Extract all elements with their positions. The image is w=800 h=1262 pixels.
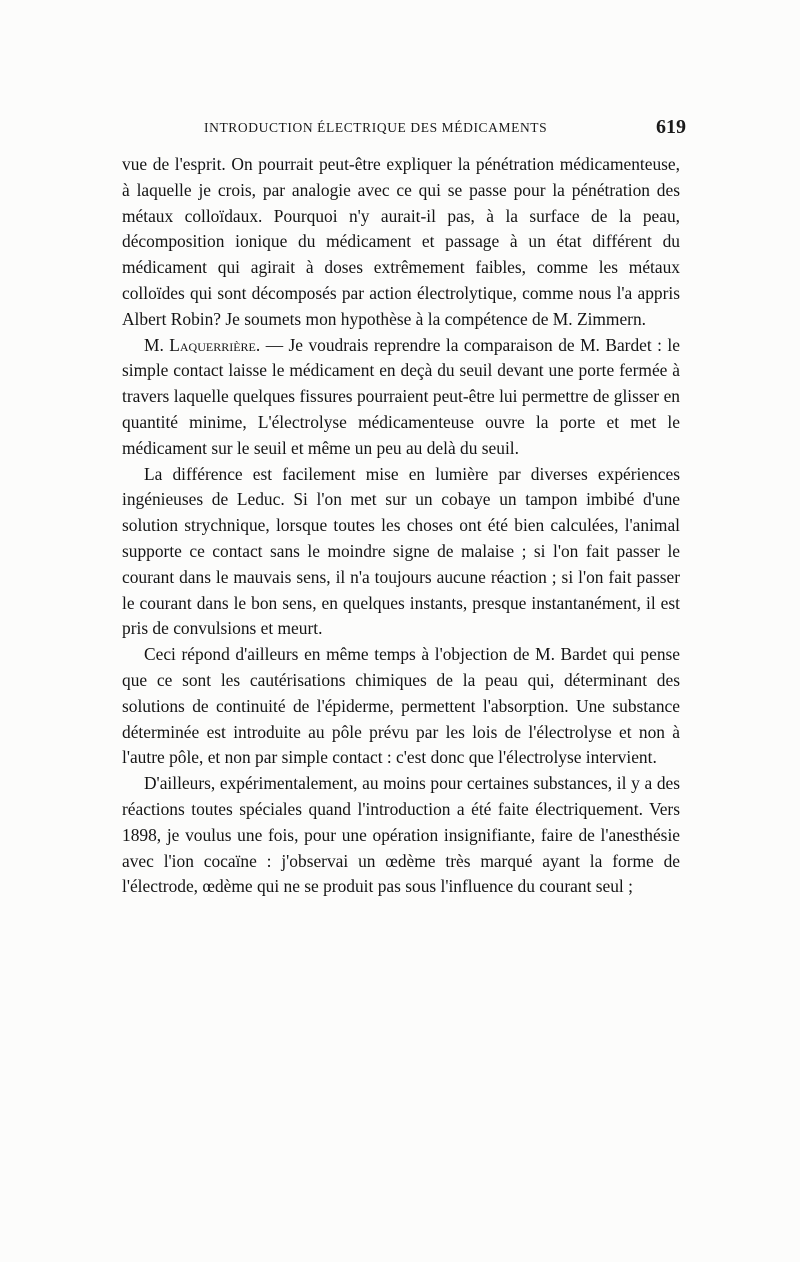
paragraph-1 [122,152,680,333]
paragraph-3 [122,462,680,643]
paragraph-3-text: La différence est facilement mise en lumière par diverses expériences ingénieuses de Leduc. Si l'on met sur un cobaye un tampon imbibé d'une solution strychnique, lorsque toutes les choses ont été bien calculées, l'animal supporte ce contact sans le moindre signe de malaise ; si l'on fait passer le courant dans le mauvais sens, il n'a toujours aucune réaction ; si l'on fait passer le courant dans le bon sens, en quelques instants, presque instantanément, il est pris de convulsions et meurt. [122,463,680,639]
paragraph-4 [122,642,680,771]
paragraph-5-text: D'ailleurs, expérimentalement, au moins pour certaines substances, il y a des réactions toutes spéciales quand l'introduction a été faite électriquement. Vers 1898, je voulus une fois, pour une opération insignifiante, faire de l'anesthésie avec l'ion cocaïne : j'observai un œdème très marqué ayant la forme de l'électrode, œdème qui ne se produit pas sous l'influence du courant seul ; [122,773,680,897]
paragraph-1-text: vue de l'esprit. On pourrait peut-être expliquer la pénétration médicamenteuse, à laquelle je crois, par analogie avec ce qui se passe pour la pénétration des métaux colloïdaux. Pourquoi n'y aurait-il pas, à la surface de la peau, décomposition ionique du médicament et passage à un état différent du médicament qui agirait à doses extrêmement faibles, comme les métaux colloïdes qui sont décomposés par action électrolytique, comme nous l'a appris Albert Robin? Je soumets mon hypothèse à la compétence de M. Zimmern. [122,154,680,329]
page-number: 619 [656,116,686,138]
paragraph-4-text: Ceci répond d'ailleurs en même temps à l'objection de M. Bardet qui pense que ce sont les cautérisations chimiques de la peau qui, déterminant des solutions de continuité de l'épiderme, permettent l'absorption. Une substance déterminée est introduite au pôle prévu par les lois de l'électrolyse et non à l'autre pôle, et non par simple contact : c'est donc que l'électrolyse intervient. [122,644,680,768]
paragraph-2-text: — Je voudrais reprendre la comparaison de M. Bardet : le simple contact laisse le médicament en deçà du seuil devant une porte fermée à travers laquelle quelques fissures pourraient peut-être lui permettre de glisser en quantité minime, L'électrolyse médicamenteuse ouvre la porte et met le médicament sur le seuil et même un peu au delà du seuil. [122,334,680,458]
paragraph-5 [122,771,680,900]
speaker-name: M. Laquerrière. [144,334,261,355]
running-title: INTRODUCTION ÉLECTRIQUE DES MÉDICAMENTS [204,120,548,135]
page-header [118,116,686,140]
paragraph-2 [122,333,680,462]
body-text [122,152,680,900]
